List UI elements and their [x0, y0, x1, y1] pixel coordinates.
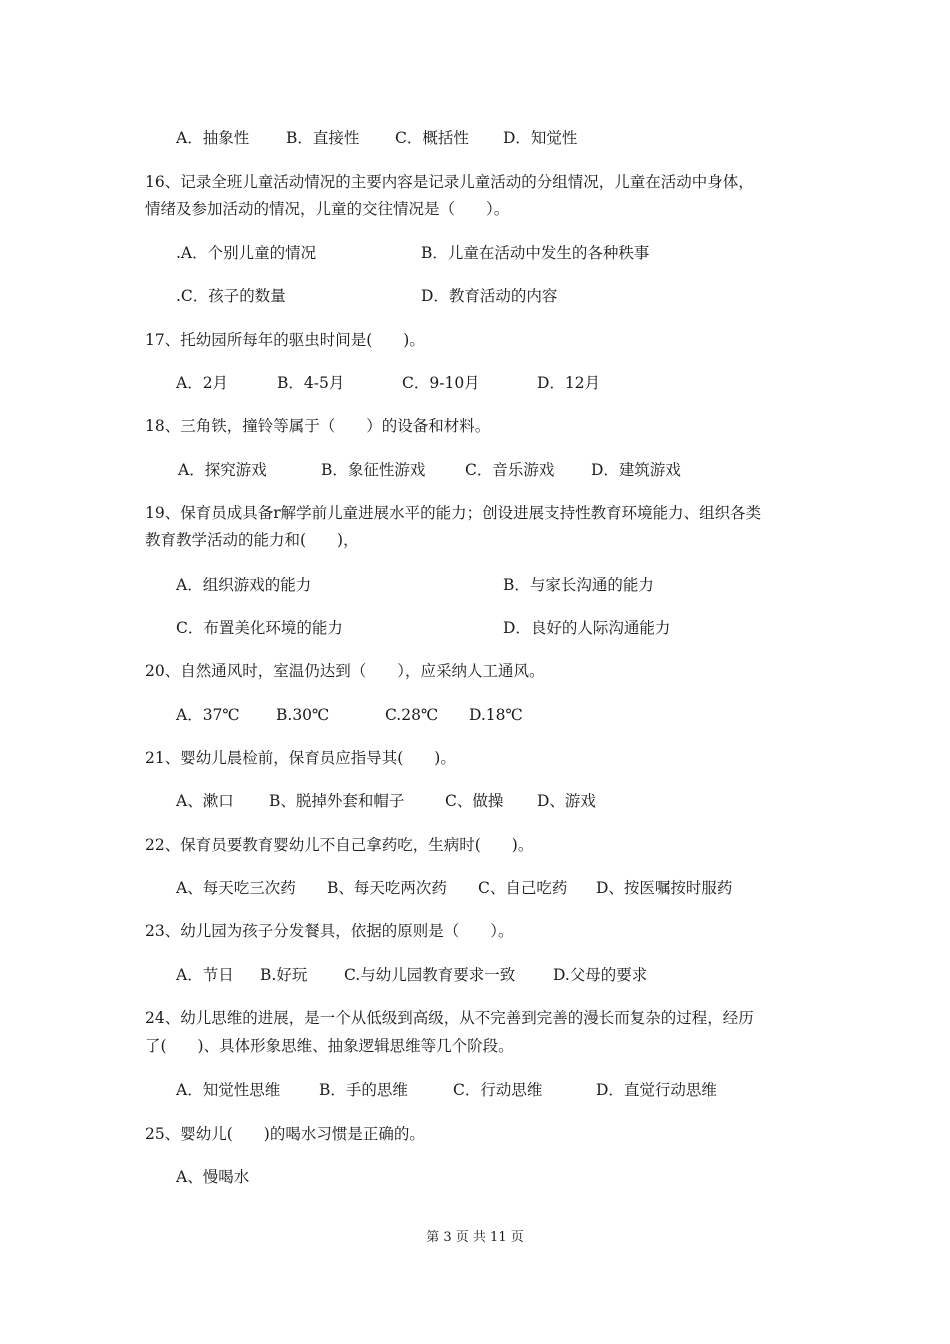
q15-option-b: B．直接性 — [286, 129, 360, 147]
q17-option-d: D．12月 — [537, 374, 601, 392]
q19-stem-line2: 教育教学活动的能力和( )， — [145, 531, 359, 549]
q21-stem: 21、婴幼儿晨检前，保育员应指导其( )。 — [145, 749, 456, 767]
q19-stem-line1: 19、保育员成具备r解学前儿童进展水平的能力；创设进展支持性教育环境能力、组织各类 — [145, 504, 762, 522]
q20-option-c: C.28℃ — [385, 706, 439, 724]
q15-option-a: A．抽象性 — [176, 129, 250, 147]
q23-stem: 23、幼儿园为孩子分发餐具，依据的原则是（ ）。 — [145, 922, 514, 940]
q18-option-c: C．音乐游戏 — [465, 461, 555, 479]
q24-option-a: A．知觉性思维 — [176, 1081, 281, 1099]
q21-option-d: D、游戏 — [537, 792, 596, 810]
q22-option-c: C、自己吃药 — [478, 879, 568, 897]
q23-option-a: A．节日 — [176, 966, 234, 984]
q16-option-a: .A．个别儿童的情况 — [176, 244, 317, 262]
q16-option-b: B．儿童在活动中发生的各种秩事 — [421, 244, 650, 262]
q19-option-d: D．良好的人际沟通能力 — [503, 619, 671, 637]
q23-option-d: D.父母的要求 — [553, 966, 648, 984]
q18-option-a: A．探究游戏 — [178, 461, 267, 479]
q25-stem: 25、婴幼儿( )的喝水习惯是正确的。 — [145, 1125, 425, 1143]
q16-stem-line2: 情绪及参加活动的情况，儿童的交往情况是（ ）。 — [145, 200, 510, 218]
q23-option-c: C.与幼儿园教育要求一致 — [344, 966, 516, 984]
q20-option-b: B.30℃ — [276, 706, 330, 724]
q15-option-d: D．知觉性 — [503, 129, 578, 147]
q19-option-b: B．与家长沟通的能力 — [503, 576, 654, 594]
q24-option-b: B．手的思维 — [319, 1081, 408, 1099]
q24-option-d: D．直觉行动思维 — [596, 1081, 717, 1099]
q15-option-c: C．概括性 — [395, 129, 469, 147]
q23-option-b: B.好玩 — [260, 966, 308, 984]
q18-stem: 18、三角铁，撞铃等属于（ ）的设备和材料。 — [145, 417, 491, 435]
q21-option-b: B、脱掉外套和帽子 — [269, 792, 405, 810]
q22-option-a: A、每天吃三次药 — [176, 879, 296, 897]
q18-option-d: D．建筑游戏 — [591, 461, 681, 479]
q20-stem: 20、自然通风时，室温仍达到（ ），应采纳人工通风。 — [145, 662, 545, 680]
q17-stem: 17、托幼园所每年的驱虫时间是( )。 — [145, 331, 425, 349]
q24-option-c: C．行动思维 — [453, 1081, 543, 1099]
q19-option-c: C．布置美化环境的能力 — [176, 619, 343, 637]
q24-stem-line2: 了( )、具体形象思维、抽象逻辑思维等几个阶段。 — [145, 1037, 514, 1055]
q21-option-a: A、漱口 — [176, 792, 234, 810]
q22-stem: 22、保育员要教育婴幼儿不自己拿药吃，生病时( )。 — [145, 836, 534, 854]
q16-stem-line1: 16、记录全班儿童活动情况的主要内容是记录儿童活动的分组情况，儿童在活动中身体， — [145, 173, 754, 191]
q20-option-a: A．37℃ — [176, 706, 240, 724]
q19-option-a: A．组织游戏的能力 — [176, 576, 312, 594]
q16-option-d: D．教育活动的内容 — [421, 287, 558, 305]
q20-option-d: D.18℃ — [469, 706, 523, 724]
q16-option-c: .C．孩子的数量 — [176, 287, 286, 305]
q18-option-b: B．象征性游戏 — [321, 461, 426, 479]
q25-option-a: A、慢喝水 — [176, 1168, 250, 1186]
q17-option-c: C．9-10月 — [402, 374, 480, 392]
q24-stem-line1: 24、幼儿思维的进展，是一个从低级到高级，从不完善到完善的漫长而复杂的过程，经历 — [145, 1009, 754, 1027]
page-footer: 第 3 页 共 11 页 — [426, 1230, 524, 1245]
q22-option-b: B、每天吃两次药 — [327, 879, 447, 897]
q22-option-d: D、按医嘱按时服药 — [596, 879, 733, 897]
q17-option-b: B．4-5月 — [277, 374, 345, 392]
q17-option-a: A．2月 — [176, 374, 229, 392]
q21-option-c: C、做操 — [445, 792, 504, 810]
